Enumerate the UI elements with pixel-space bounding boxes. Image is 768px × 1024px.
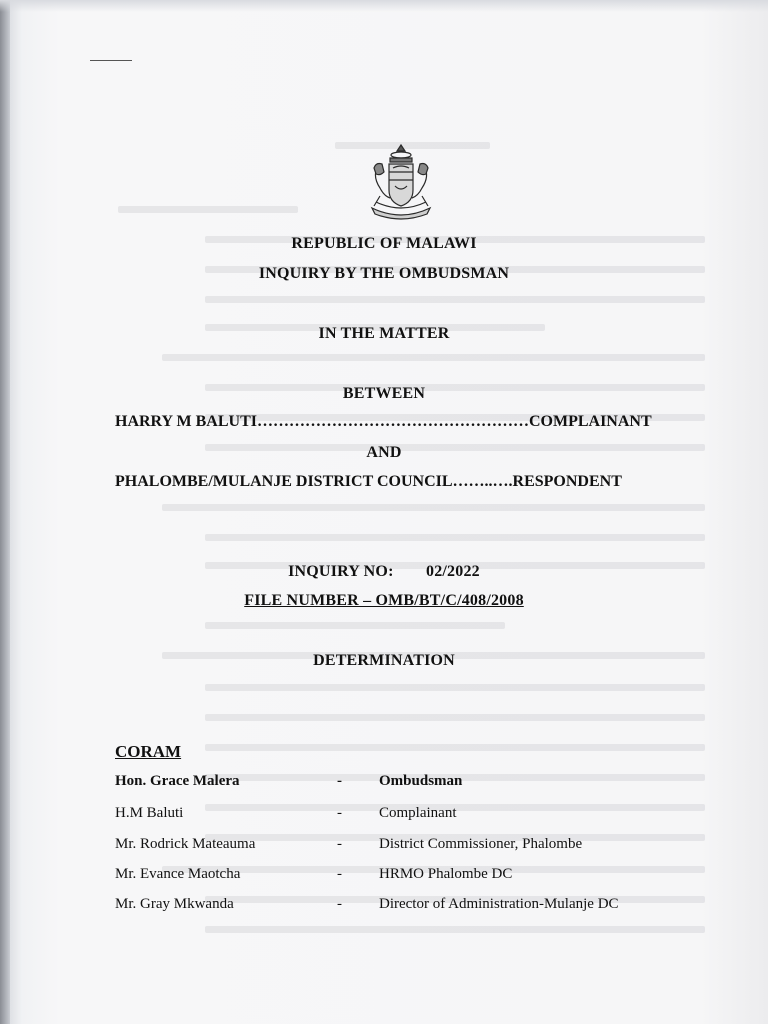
bleed-through-line [162,504,705,511]
malawi-coat-of-arms-icon [360,142,442,224]
coram-dash: - [337,773,342,789]
coram-title: CORAM [115,742,182,761]
determination-title: DETERMINATION [313,652,455,669]
coram-dash: - [337,836,342,852]
bleed-through-line [205,622,505,629]
scan-shadow [0,0,768,12]
coram-row [115,805,735,829]
inquiry-number-value: 02/2022 [426,563,480,580]
binding-edge [0,0,10,1024]
bleed-through-line [205,296,705,303]
file-number: FILE NUMBER – OMB/BT/C/408/2008 [244,592,524,609]
between-heading: BETWEEN [342,385,426,402]
coram-member-name: Mr. Rodrick Mateauma [115,836,256,852]
bleed-through-line [205,714,705,721]
coram-member-name: Mr. Gray Mkwanda [115,896,234,912]
republic-heading: REPUBLIC OF MALAWI [291,235,477,252]
coram-dash: - [337,866,342,882]
coram-member-role: District Commissioner, Phalombe [379,836,583,852]
coram-member-role: Complainant [379,805,457,821]
coram-row [115,866,735,890]
in-the-matter-heading: IN THE MATTER [318,325,450,342]
inquiry-number-label: INQUIRY NO: [288,563,394,580]
respondent-line: PHALOMBE/MULANJE DISTRICT COUNCIL……..….RESPONDENT [115,473,622,490]
coram-dash: - [337,805,342,821]
complainant-line: HARRY M BALUTI……………………………………………COMPLAINANT [115,413,652,430]
coram-member-name: Mr. Evance Maotcha [115,866,241,882]
inquiry-by-heading: INQUIRY BY THE OMBUDSMAN [258,265,510,282]
and-heading: AND [366,444,402,461]
coram-member-role: HRMO Phalombe DC [379,866,513,882]
coram-row [115,896,735,920]
coram-member-name: Hon. Grace Malera [115,773,240,789]
coram-member-name: H.M Baluti [115,805,184,821]
bleed-through-line [205,926,705,933]
bleed-through-line [118,206,298,213]
inquiry-number-line [0,563,768,581]
bleed-through-line [205,534,705,541]
bleed-through-line [162,354,705,361]
coram-row [115,836,735,860]
bleed-through-line [205,684,705,691]
coram-row [115,773,735,797]
bleed-through-line [205,744,705,751]
coram-member-role: Director of Administration-Mulanje DC [379,896,619,912]
coram-dash: - [337,896,342,912]
corner-rule [90,60,132,61]
coram-member-role: Ombudsman [379,773,463,789]
